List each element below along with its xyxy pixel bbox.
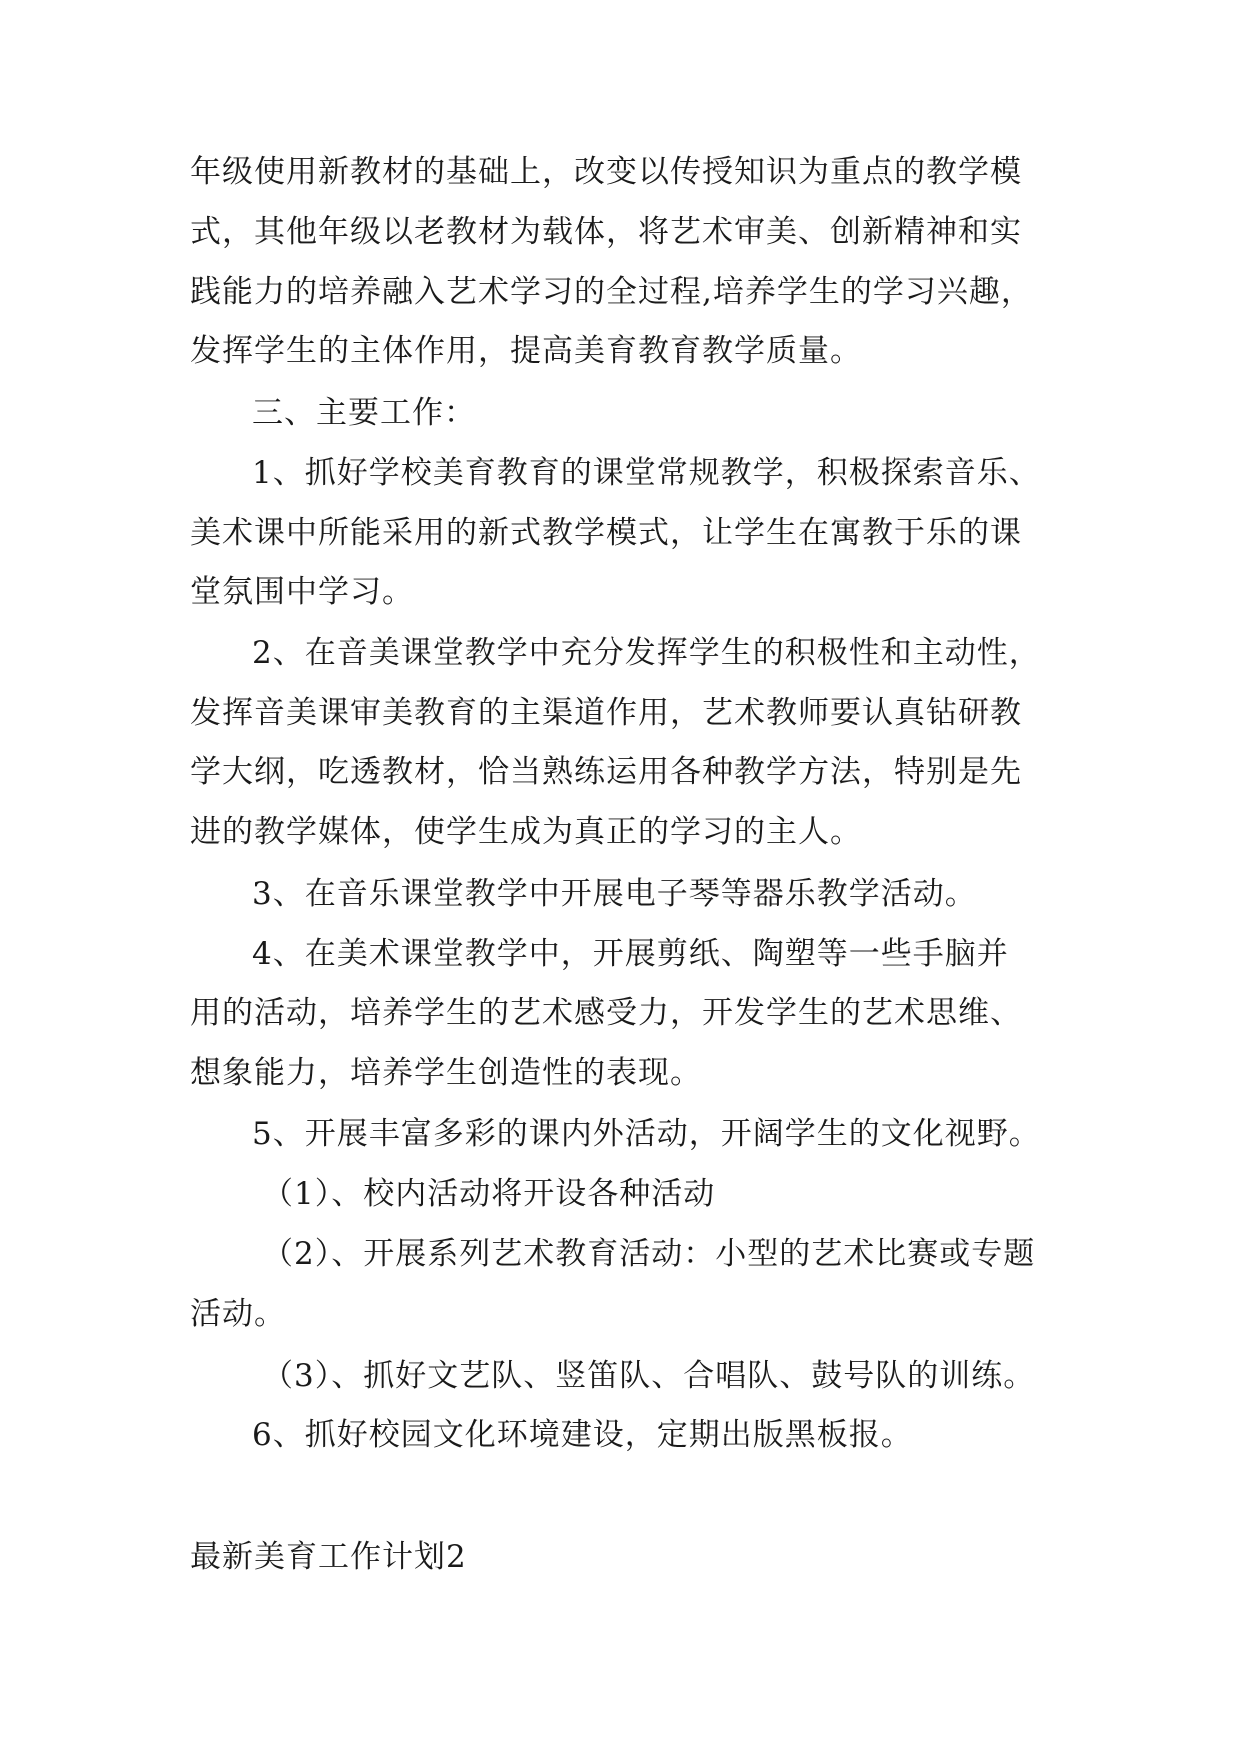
list-item: （3）、抓好文艺队、竖笛队、合唱队、鼓号队的训练。 bbox=[262, 1358, 1036, 1394]
paragraph-line: 想象能力，培养学生创造性的表现。 bbox=[190, 1055, 702, 1091]
paragraph-line: 3、在音乐课堂教学中开展电子琴等器乐教学活动。 bbox=[252, 876, 977, 912]
paragraph-line: 活动。 bbox=[190, 1296, 286, 1332]
next-section-title: 最新美育工作计划2 bbox=[190, 1539, 467, 1575]
paragraph-line: 进的教学媒体，使学生成为真正的学习的主人。 bbox=[190, 814, 862, 850]
paragraph-line: 践能力的培养融入艺术学习的全过程,培养学生的学习兴趣， bbox=[190, 274, 1033, 310]
paragraph-line: 年级使用新教材的基础上，改变以传授知识为重点的教学模 bbox=[190, 154, 1022, 190]
section-heading: 三、主要工作： bbox=[252, 395, 476, 431]
list-item: （2）、开展系列艺术教育活动：小型的艺术比赛或专题 bbox=[262, 1236, 1036, 1272]
paragraph-line: 5、开展丰富多彩的课内外活动，开阔学生的文化视野。 bbox=[252, 1116, 1041, 1152]
paragraph-line: 堂氛围中学习。 bbox=[190, 574, 414, 610]
paragraph-line: 用的活动，培养学生的艺术感受力，开发学生的艺术思维、 bbox=[190, 995, 1022, 1031]
paragraph-line: 1、抓好学校美育教育的课堂常规教学，积极探索音乐、 bbox=[252, 455, 1041, 491]
paragraph-line: 式，其他年级以老教材为载体，将艺术审美、创新精神和实 bbox=[190, 214, 1022, 250]
paragraph-line: 2、在音美课堂教学中充分发挥学生的积极性和主动性， bbox=[252, 635, 1041, 671]
paragraph-line: 美术课中所能采用的新式教学模式，让学生在寓教于乐的课 bbox=[190, 515, 1022, 551]
list-item: （1）、校内活动将开设各种活动 bbox=[262, 1176, 716, 1212]
paragraph-line: 学大纲，吃透教材，恰当熟练运用各种教学方法，特别是先 bbox=[190, 754, 1022, 790]
paragraph-line: 发挥音美课审美教育的主渠道作用，艺术教师要认真钻研教 bbox=[190, 695, 1022, 731]
paragraph-line: 发挥学生的主体作用，提高美育教育教学质量。 bbox=[190, 333, 862, 369]
paragraph-line: 4、在美术课堂教学中，开展剪纸、陶塑等一些手脑并 bbox=[252, 936, 1009, 972]
paragraph-line: 6、抓好校园文化环境建设，定期出版黑板报。 bbox=[252, 1417, 913, 1453]
